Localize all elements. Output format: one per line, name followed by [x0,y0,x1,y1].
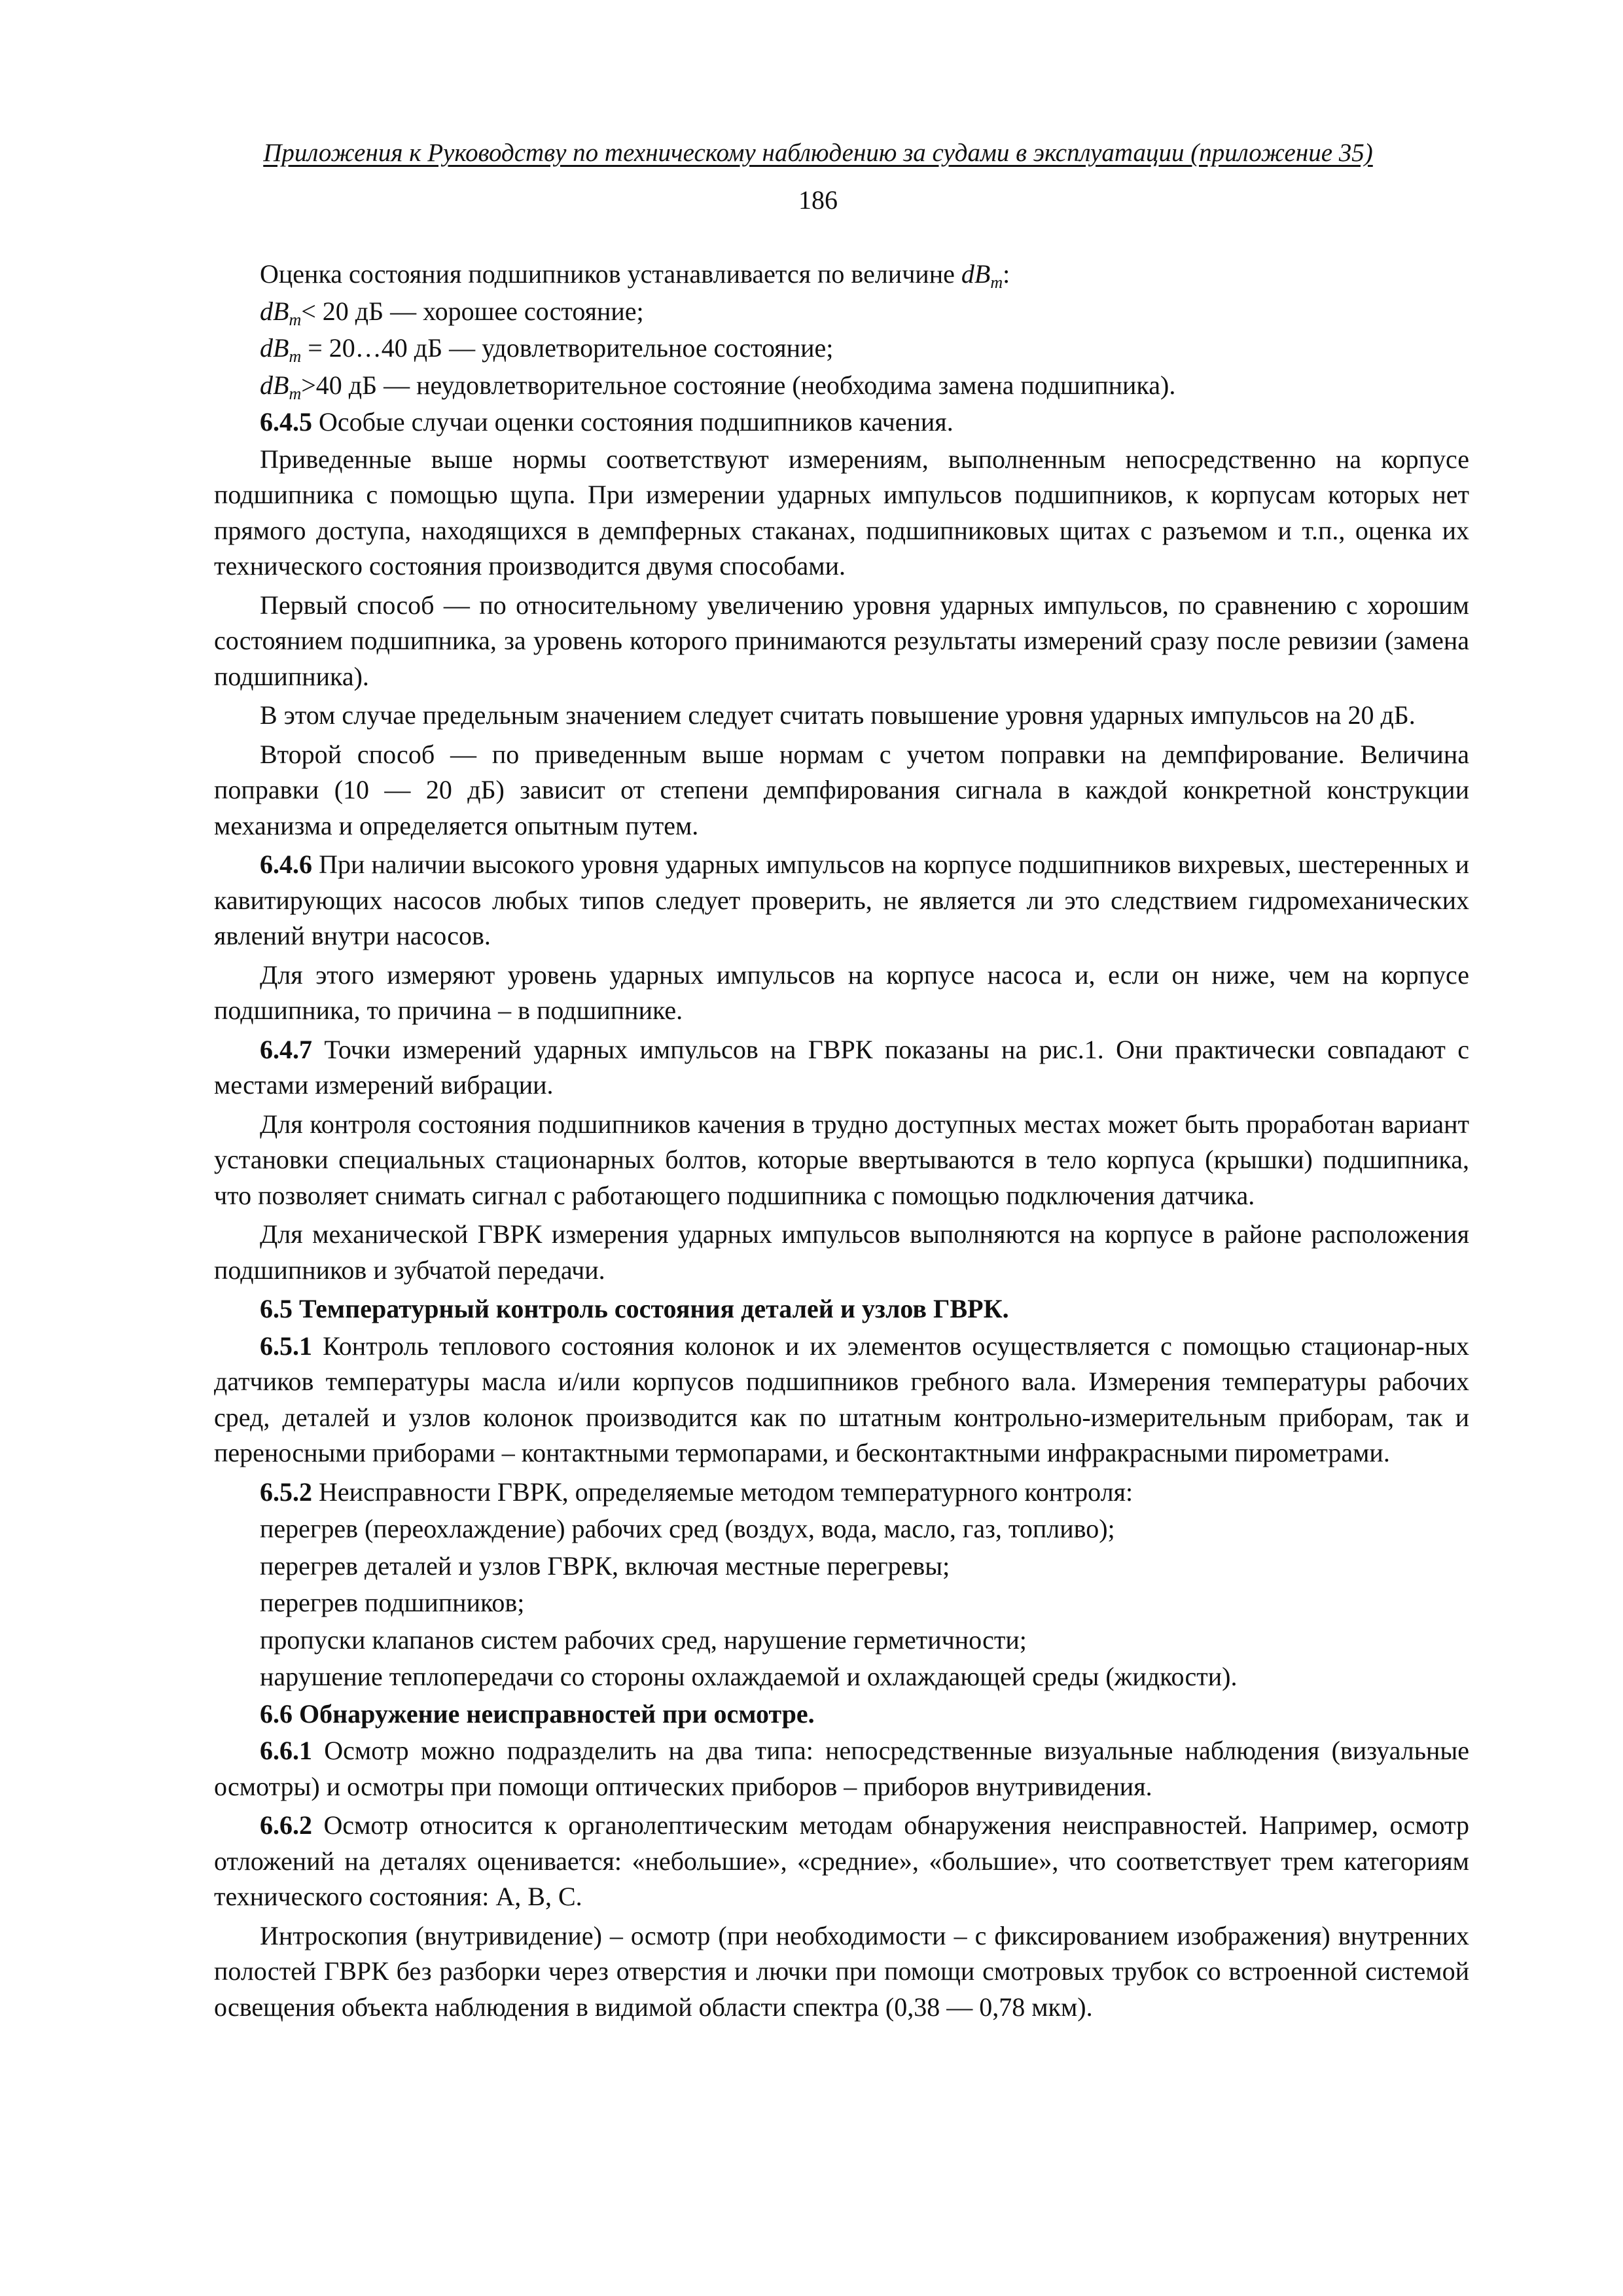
list-item: перегрев (переохлаждение) рабочих сред (воздух, вода, масло, газ, топливо); [260,1514,1115,1543]
section-6-5-heading: 6.5 Температурный контроль состояния деталей и узлов ГВРК. [260,1294,1009,1323]
paragraph: Первый способ — по относительному увеличению уровня ударных импульсов, по сравнению с хорошим состоянием подшипника, за уровень которого принимаются результаты измерений сразу после ревизии (замена подшипника). [214,590,1469,691]
paragraph: Интроскопия (внутривидение) – осмотр (при необходимости – с фиксированием изображения) внутренних полостей ГВРК без разборки через отверстия и лючки при помощи смотровых трубок со встроенной системой освещения объекта наблюдения в видимой области спектра (0,38 — 0,78 мкм). [214,1920,1469,2022]
paragraph: Для этого измеряют уровень ударных импульсов на корпусе насоса и, если он ниже, чем на корпусе подшипника, то причина – в подшипнике. [214,960,1469,1025]
criteria-bad: $dB_m>40$ дБ — неудовлетворительное состояние (необходима замена подшипника). [260,370,1176,403]
section-6-5-2: 6.5.2 Неисправности ГВРК, определяемые методом температурного контроля: [260,1477,1133,1507]
list-item: нарушение теплопередачи со стороны охлаждаемой и охлаждающей среды (жидкости). [260,1662,1238,1691]
section-number: 6.4.7 [260,1034,312,1064]
dbm-symbol: $dB_m$ [260,333,302,366]
section-6-6-1: 6.6.1 Осмотр можно подразделить на два типа: непосредственные визуальные наблюдения (визуальные осмотры) и осмотры при помощи оптических приборов – приборов внутривидения. [214,1736,1469,1801]
paragraph: Для механической ГВРК измерения ударных импульсов выполняются на корпусе в районе расположения подшипников и зубчатой передачи. [214,1219,1469,1285]
paragraph: Приведенные выше нормы соответствуют измерениям, выполненным непосредственно на корпусе подшипника с помощью щупа. При измерении ударных импульсов подшипников, к корпусам которых нет прямого доступа, находящихся в демпферных стаканах, подшипниковых щитах с разъемом и т.п., оценка их технического состояния производится двумя способами. [214,444,1469,581]
section-6-4-7: 6.4.7 Точки измерений ударных импульсов на ГВРК показаны на рис.1. Они практически совпадают с местами измерений вибрации. [214,1034,1469,1100]
paragraph: Для контроля состояния подшипников качения в трудно доступных местах может быть проработан вариант установки специальных стационарных болтов, которые ввертываются в тело корпуса (крышки) подшипника, что позволяет снимать сигнал с работающего подшипника с помощью подключения датчика. [214,1109,1469,1210]
section-number: 6.4.6 [260,850,312,879]
section-6-6-heading: 6.6 Обнаружение неисправностей при осмотре. [260,1698,815,1729]
section-number: 6.6.2 [260,1810,312,1840]
section-number: 6.5.1 [260,1331,312,1361]
body-text [214,257,1469,2025]
dbm-symbol: $dB_m$ [260,370,302,403]
paragraph: В этом случае предельным значением следует считать повышение уровня ударных импульсов на 20 дБ. [260,700,1416,730]
criteria-good: $dB_m< 20$ дБ — хорошее состояние; [260,296,644,329]
section-6-6-2: 6.6.2 Осмотр относится к органолептическим методам обнаружения неисправностей. Например, осмотр отложений на деталях оценивается: «небольшие», «средние», «большие», что соответствует трем категориям технического состояния: А, В, С. [214,1810,1469,1911]
dbm-symbol: $dB_m$ [260,296,302,329]
page-number: 186 [798,185,838,215]
section-6-4-5-title: 6.4.5 Особые случаи оценки состояния подшипников качения. [260,407,954,437]
running-header: Приложения к Руководству по техническому наблюдению за судами в эксплуатации (приложение 35) [263,139,1373,167]
criteria-intro: Оценка состояния подшипников устанавливается по величине $dB_m$: [260,259,1010,292]
section-number: 6.6.1 [260,1736,312,1765]
section-number: 6.5.2 [260,1477,312,1507]
section-number: 6.4.5 [260,407,312,437]
list-item: перегрев деталей и узлов ГВРК, включая местные перегревы; [260,1551,950,1581]
section-6-4-6: 6.4.6 При наличии высокого уровня ударных импульсов на корпусе подшипников вихревых, шестеренных и кавитирующих насосов любых типов следует проверить, не является ли это следствием гидромеханических явлений внутри насосов. [214,850,1469,950]
section-6-5-1: 6.5.1 Контроль теплового состояния колонок и их элементов осуществляется с помощью стационар-ных датчиков температуры масла и/или корпусов подшипников гребного вала. Измерения температуры рабочих сред, деталей и узлов колонок производится как по штатным контрольно-измерительным приборам, так и переносными приборами – контактными термопарами, и бесконтактными инфракрасными пирометрами. [214,1331,1469,1467]
paragraph: Второй способ — по приведенным выше нормам с учетом поправки на демпфирование. Величина поправки (10 — 20 дБ) зависит от степени демпфирования сигнала в каждой конкретной конструкции механизма и определяется опытным путем. [214,739,1469,840]
list-item: перегрев подшипников; [260,1588,525,1617]
dbm-symbol: $dB_m$ [961,259,1003,292]
list-item: пропуски клапанов систем рабочих сред, нарушение герметичности; [260,1624,1027,1655]
criteria-satisfactory: $dB_m$ = 20…40 дБ — удовлетворительное состояние; [260,333,834,366]
